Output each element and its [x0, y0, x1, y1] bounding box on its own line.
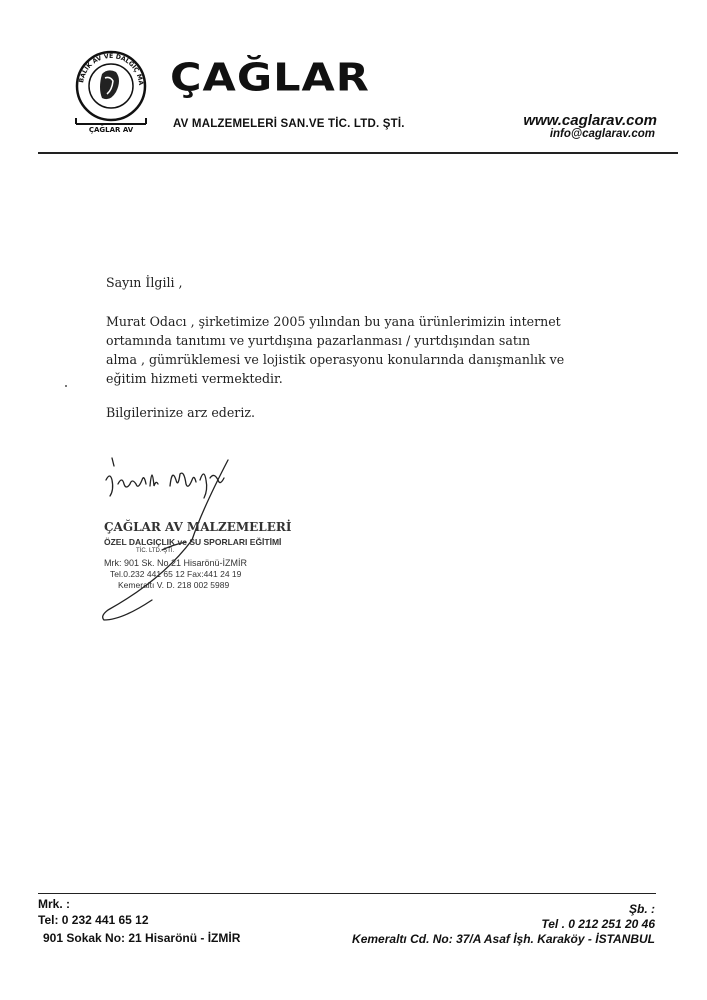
stamp-line: Tel.0.232 441 65 12 Fax:441 24 19: [110, 569, 242, 579]
branch-label: Şb. :: [629, 902, 655, 916]
company-full-name: AV MALZEMELERİ SAN.VE TİC. LTD. ŞTİ.: [173, 118, 405, 130]
paragraph-line: ortamında tanıtımı ve yurtdışına pazarlanması / yurtdışından satın: [106, 333, 531, 348]
email-link[interactable]: info@caglarav.com: [549, 128, 655, 140]
brand-name: ÇAĞLAR: [170, 56, 370, 100]
website-link[interactable]: www.caglarav.com: [523, 112, 657, 129]
stamp-line: ÖZEL DALGIÇLIK ve SU SPORLARI EĞİTİMİ: [104, 537, 282, 547]
stamp-company-name: ÇAĞLAR AV MALZEMELERİ: [104, 520, 292, 534]
scan-speck: [65, 385, 67, 387]
stamp-line: Kemeraltı V. D. 218 002 5989: [118, 580, 230, 590]
logo-bottom-text: ÇAĞLAR AV: [88, 126, 134, 134]
head-office-address: 901 Sokak No: 21 Hisarönü - İZMİR: [43, 931, 241, 945]
paragraph-line: eğitim hizmeti vermektedir.: [106, 371, 283, 386]
logo-arc-text: BALIK AV VE DALGIÇ MA: [78, 52, 145, 86]
closing-line: Bilgilerinize arz ederiz.: [106, 405, 255, 420]
footer-divider: [38, 893, 656, 894]
paragraph-line: alma , gümrüklemesi ve lojistik operasyonu konularında danışmanlık ve: [106, 352, 565, 367]
header-divider: [38, 152, 678, 154]
head-office-phone: Tel: 0 232 441 65 12: [38, 913, 149, 927]
stamp-line: Mrk: 901 Sk. No.21 Hisarönü-İZMİR: [104, 558, 248, 568]
branch-phone: Tel . 0 212 251 20 46: [541, 917, 655, 931]
branch-address: Kemeraltı Cd. No: 37/A Asaf İşh. Karaköy - İSTANBUL: [352, 932, 655, 946]
paragraph-line: Murat Odacı , şirketimize 2005 yılından bu yana ürünlerimizin internet: [106, 314, 561, 329]
salutation: Sayın İlgili ,: [106, 275, 183, 290]
head-office-label: Mrk. :: [38, 897, 71, 911]
company-logo-seal: [72, 48, 150, 134]
stamp-line: TİC. LTD. ŞTİ.: [136, 548, 175, 554]
